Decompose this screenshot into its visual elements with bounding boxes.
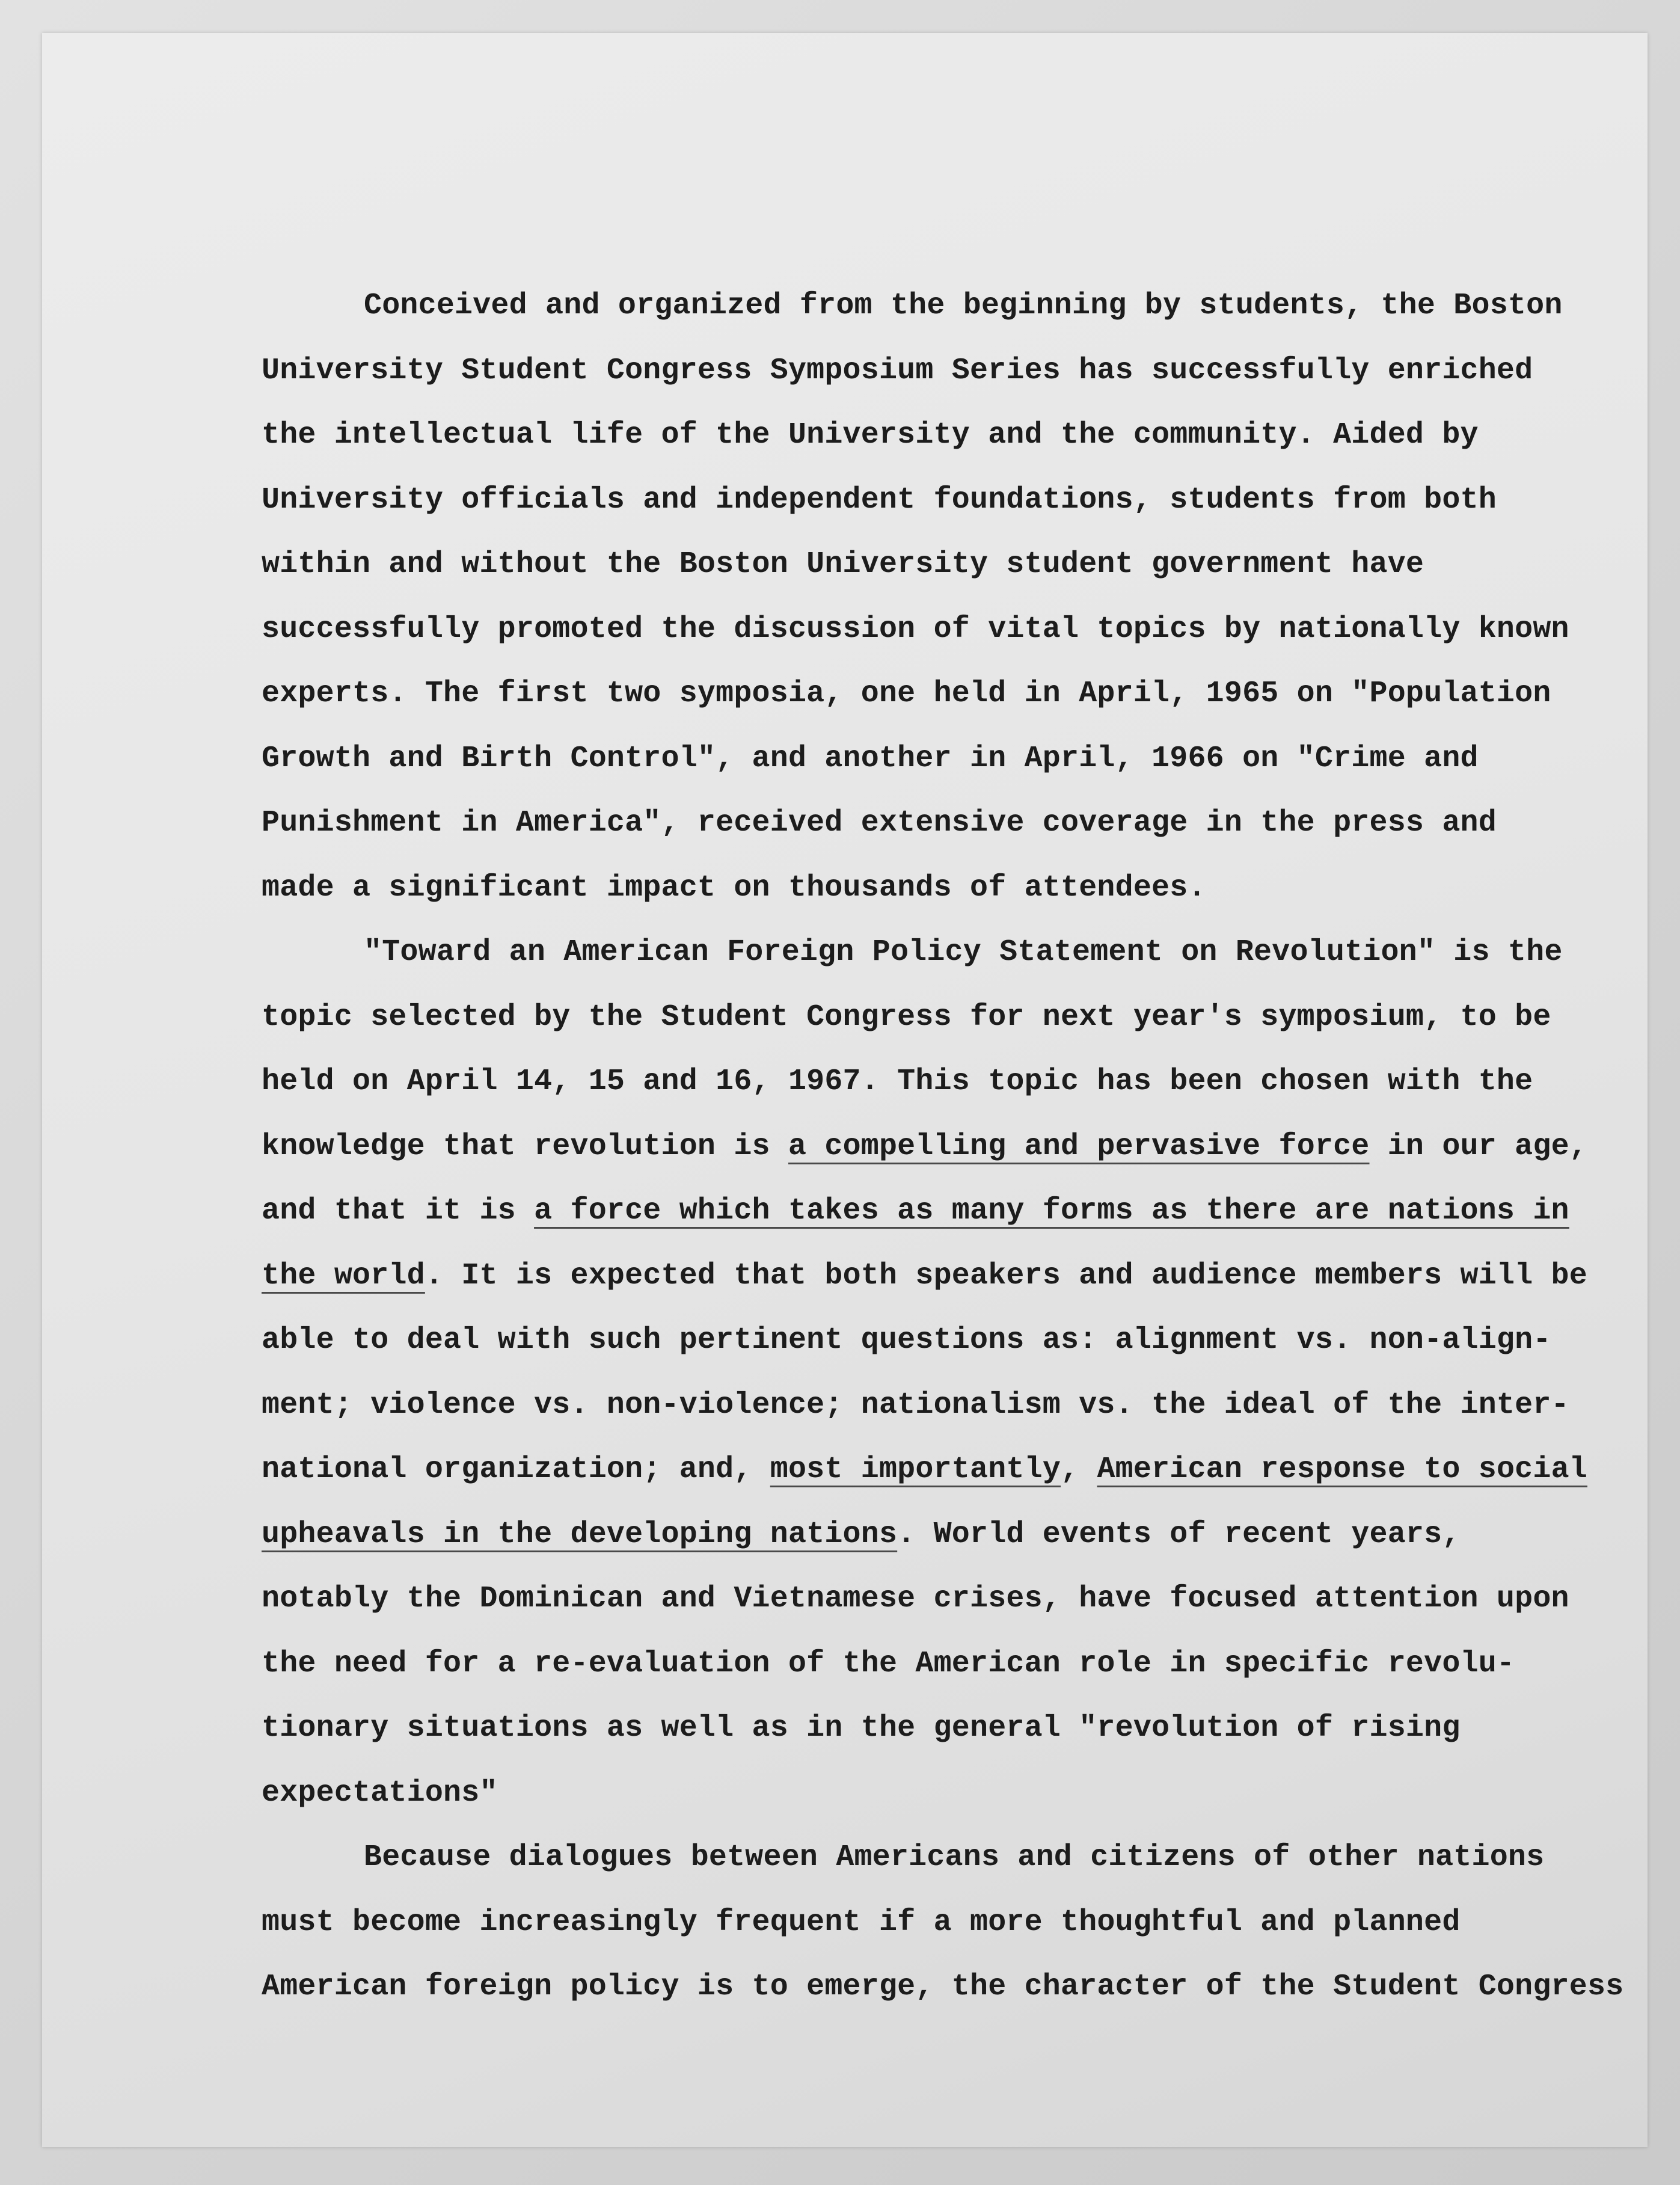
text-segment: American foreign policy is to emerge, the character of the Student Congress: [262, 1970, 1624, 2004]
text-segment: the need for a re-evaluation of the American role in specific revolu-: [262, 1646, 1515, 1681]
text-line: [262, 468, 1548, 533]
text-line: [262, 1890, 1548, 1955]
text-line: [262, 403, 1548, 468]
text-segment: expectations": [262, 1775, 498, 1810]
text-segment: in our age,: [1369, 1129, 1587, 1164]
text-line: [262, 274, 1563, 339]
text-line: [262, 1825, 1548, 1890]
text-segment: successfully promoted the discussion of vital topics by nationally known: [262, 612, 1569, 647]
text-line: [262, 1244, 1587, 1309]
text-segment: knowledge that revolution is: [262, 1129, 788, 1164]
text-segment: ment; violence vs. non-violence; nationalism vs. the ideal of the inter-: [262, 1388, 1569, 1422]
body-text: [262, 274, 1624, 2020]
underlined-phrase: most importantly: [770, 1452, 1061, 1487]
text-line: [262, 339, 1548, 404]
text-line: [262, 1955, 1624, 2020]
paragraph-3: [262, 1825, 1624, 2020]
text-line: [262, 597, 1569, 662]
text-segment: must become increasingly frequent if a more thoughtful and planned: [262, 1905, 1461, 1940]
typed-page: [42, 33, 1648, 2147]
underlined-phrase: the world: [262, 1258, 425, 1293]
text-line: [262, 1373, 1569, 1438]
text-segment: Growth and Birth Control", and another in April, 1966 on "Crime and: [262, 741, 1479, 776]
text-line: [262, 532, 1548, 597]
paragraph-2: [262, 920, 1587, 1825]
text-line: [262, 1308, 1551, 1373]
text-line: [262, 1632, 1548, 1697]
text-segment: tionary situations as well as in the general "revolution of rising: [262, 1711, 1461, 1745]
text-line: [262, 985, 1551, 1050]
text-line: [262, 1437, 1587, 1502]
underlined-phrase: American response to social: [1097, 1452, 1587, 1487]
paragraph-1: [262, 274, 1569, 920]
text-segment: ,: [1061, 1452, 1097, 1487]
underlined-phrase: a force which takes as many forms as there are nations in: [534, 1194, 1569, 1228]
text-segment: . World events of recent years,: [897, 1517, 1461, 1552]
underlined-phrase: upheavals in the developing nations: [262, 1517, 898, 1552]
text-line: [262, 920, 1563, 985]
text-line: [262, 1179, 1569, 1244]
text-line: [262, 1567, 1569, 1632]
text-segment: held on April 14, 15 and 16, 1967. This topic has been chosen with the: [262, 1065, 1533, 1099]
text-line: [262, 727, 1548, 791]
text-line: [262, 1049, 1548, 1114]
text-line: [262, 856, 1548, 921]
text-line: [262, 662, 1551, 727]
text-line: [262, 1761, 1548, 1826]
text-line: [262, 1114, 1587, 1179]
text-segment: Punishment in America", received extensive coverage in the press and: [262, 806, 1497, 840]
text-segment: University Student Congress Symposium Series has successfully enriched: [262, 353, 1533, 388]
text-segment: Conceived and organized from the beginning by students, the Boston: [364, 289, 1563, 323]
text-segment: within and without the Boston University student government have: [262, 547, 1424, 582]
text-segment: and that it is: [262, 1194, 535, 1228]
text-segment: topic selected by the Student Congress for next year's symposium, to be: [262, 1000, 1551, 1034]
text-segment: Because dialogues between Americans and citizens of other nations: [364, 1840, 1545, 1875]
text-line: [262, 1696, 1548, 1761]
text-segment: experts. The first two symposia, one held in April, 1965 on "Population: [262, 677, 1551, 711]
text-segment: University officials and independent foundations, students from both: [262, 482, 1497, 517]
text-line: [262, 791, 1548, 856]
text-segment: able to deal with such pertinent questions as: alignment vs. non-align-: [262, 1323, 1551, 1357]
text-segment: "Toward an American Foreign Policy Statement on Revolution" is the: [364, 935, 1563, 970]
text-line: [262, 1502, 1548, 1567]
text-segment: the intellectual life of the University and the community. Aided by: [262, 418, 1479, 452]
text-segment: national organization; and,: [262, 1452, 770, 1487]
text-segment: . It is expected that both speakers and audience members will be: [425, 1258, 1587, 1293]
text-segment: notably the Dominican and Vietnamese crises, have focused attention upon: [262, 1582, 1569, 1616]
underlined-phrase: a compelling and pervasive force: [788, 1129, 1370, 1164]
text-segment: made a significant impact on thousands of attendees.: [262, 870, 1206, 905]
